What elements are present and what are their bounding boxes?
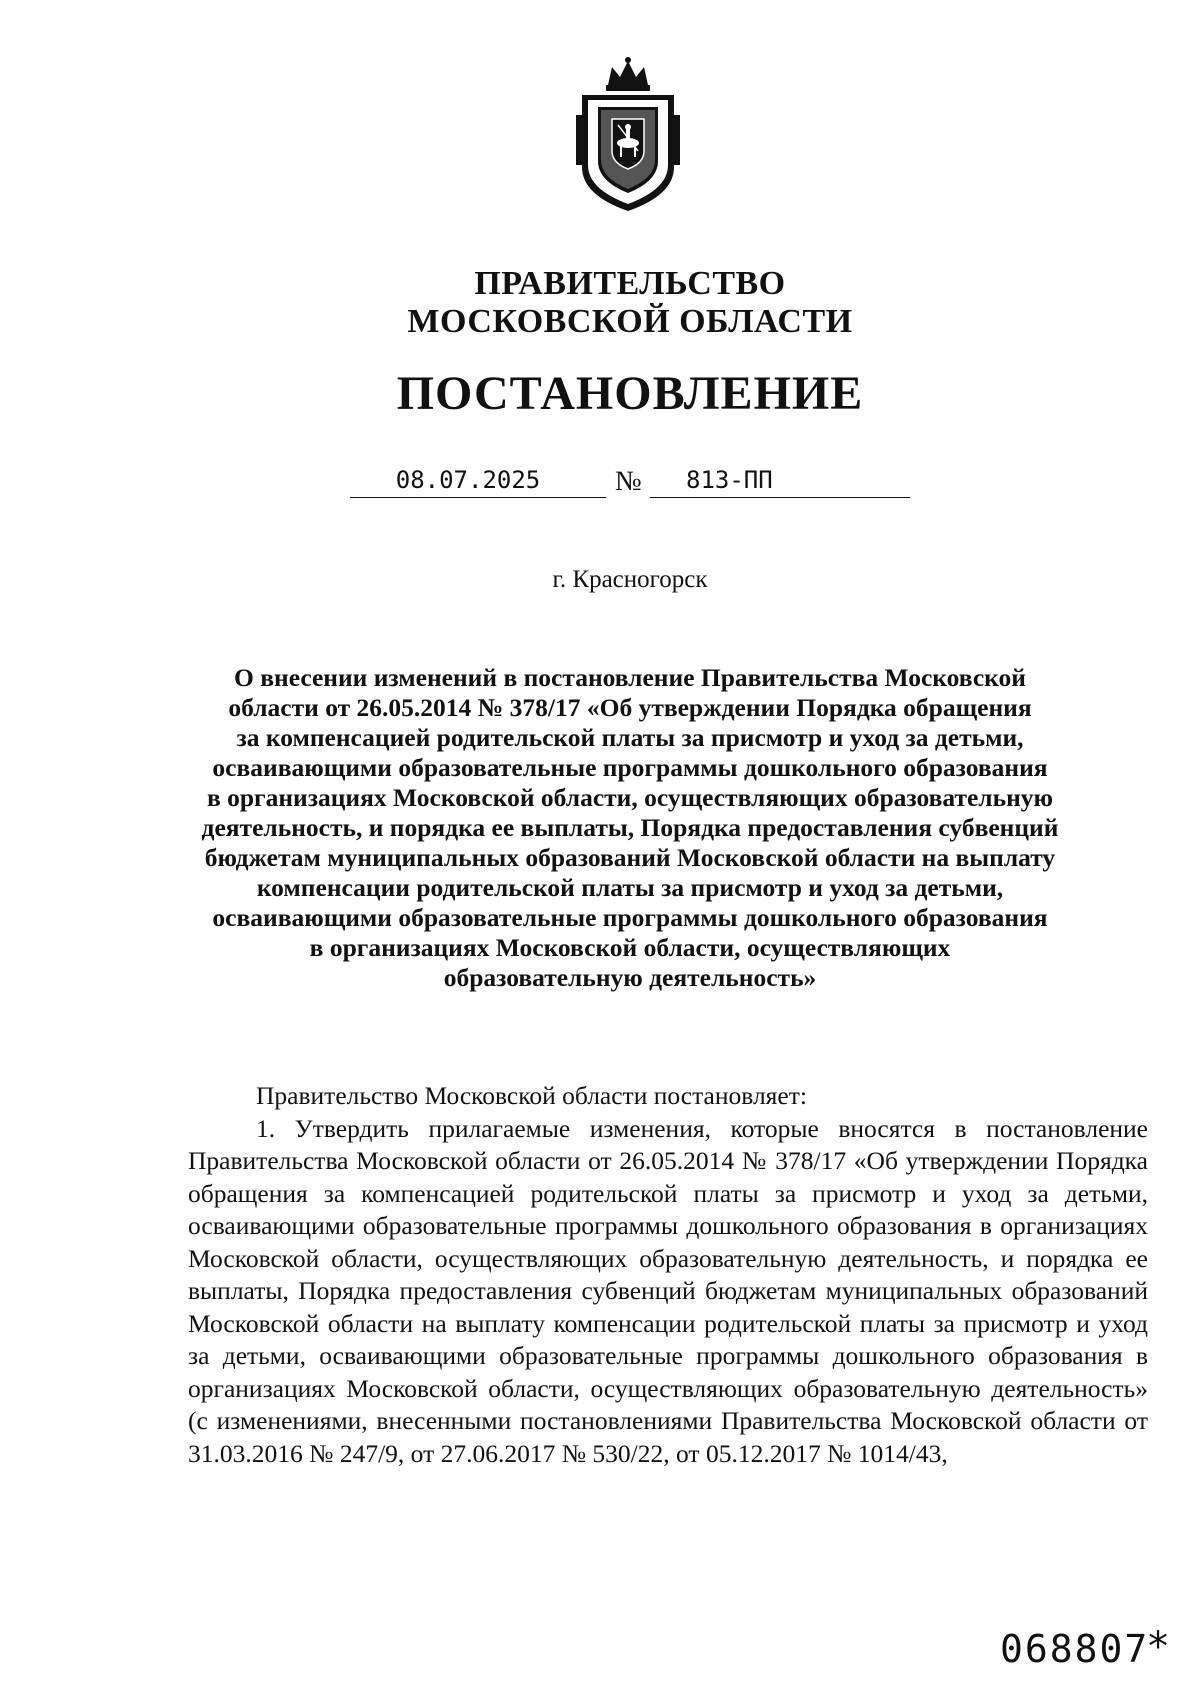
government-name-line-2: МОСКОВСКОЙ ОБЛАСТИ — [407, 303, 853, 340]
document-title — [200, 663, 1060, 993]
document-number: 813-ПП — [650, 462, 910, 498]
title-line: компенсации родительской платы за присмотр и уход за детьми, — [256, 873, 1004, 902]
government-name-line-1: ПРАВИТЕЛЬСТВО — [474, 265, 786, 302]
title-line: в организациях Московской области, осуществляющих — [309, 933, 951, 962]
title-line: области от 26.05.2014 № 378/17 «Об утверждении Порядка обращения — [228, 693, 1032, 722]
document-date: 08.07.2025 — [350, 462, 606, 498]
registration-row — [350, 462, 910, 502]
body-item-1: 1. Утвердить прилагаемые изменения, которые вносятся в постановление Правительства Московской области от 26.05.2014 № 378/17 «Об утверждении Порядка обращения за компенсацией родительской платы за присмотр и уход за детьми, осваивающими образовательные программы дошкольного образования в организациях Московской области, осуществляющих образовательную деятельность, и порядка ее выплаты, Порядка предоставления субвенций бюджетам муниципальных образований Московской области на выплату компенсации родительской платы за присмотр и уход за детьми, осваивающими образовательные программы дошкольного образования в организациях Московской области, осуществляющих образовательную деятельность» (с изменениями, внесенными постановлениями Правительства Московской области от 31.03.2016 № 247/9, от 27.06.2017 № 530/22, от 05.12.2017 № 1014/43, — [188, 1113, 1148, 1468]
title-line: за компенсацией родительской платы за присмотр и уход за детьми, — [236, 723, 1024, 752]
asterisk-icon: * — [1146, 1624, 1173, 1670]
title-line: О внесении изменений в постановление Правительства Московской — [234, 663, 1026, 692]
city-of-issue: г. Красногорск — [552, 566, 708, 593]
serial-stamp — [1000, 1624, 1190, 1674]
document-body — [188, 1080, 1148, 1470]
number-sign: № — [615, 466, 642, 497]
title-line: деятельность, и порядка ее выплаты, Порядка предоставления субвенций — [201, 813, 1059, 842]
title-line: бюджетам муниципальных образований Московской области на выплату — [204, 843, 1056, 872]
title-line: образовательную деятельность» — [443, 963, 817, 992]
document-type: ПОСТАНОВЛЕНИЕ — [396, 367, 864, 420]
body-intro: Правительство Московской области постановляет: — [256, 1081, 807, 1110]
title-line: в организациях Московской области, осуществляющих образовательную — [206, 783, 1054, 812]
government-name — [0, 265, 1200, 341]
coat-of-arms-icon — [568, 55, 688, 215]
title-line: осваивающими образовательные программы дошкольного образования — [212, 753, 1048, 782]
title-line: осваивающими образовательные программы дошкольного образования — [212, 903, 1048, 932]
serial-number: 068807 — [1000, 1627, 1150, 1671]
